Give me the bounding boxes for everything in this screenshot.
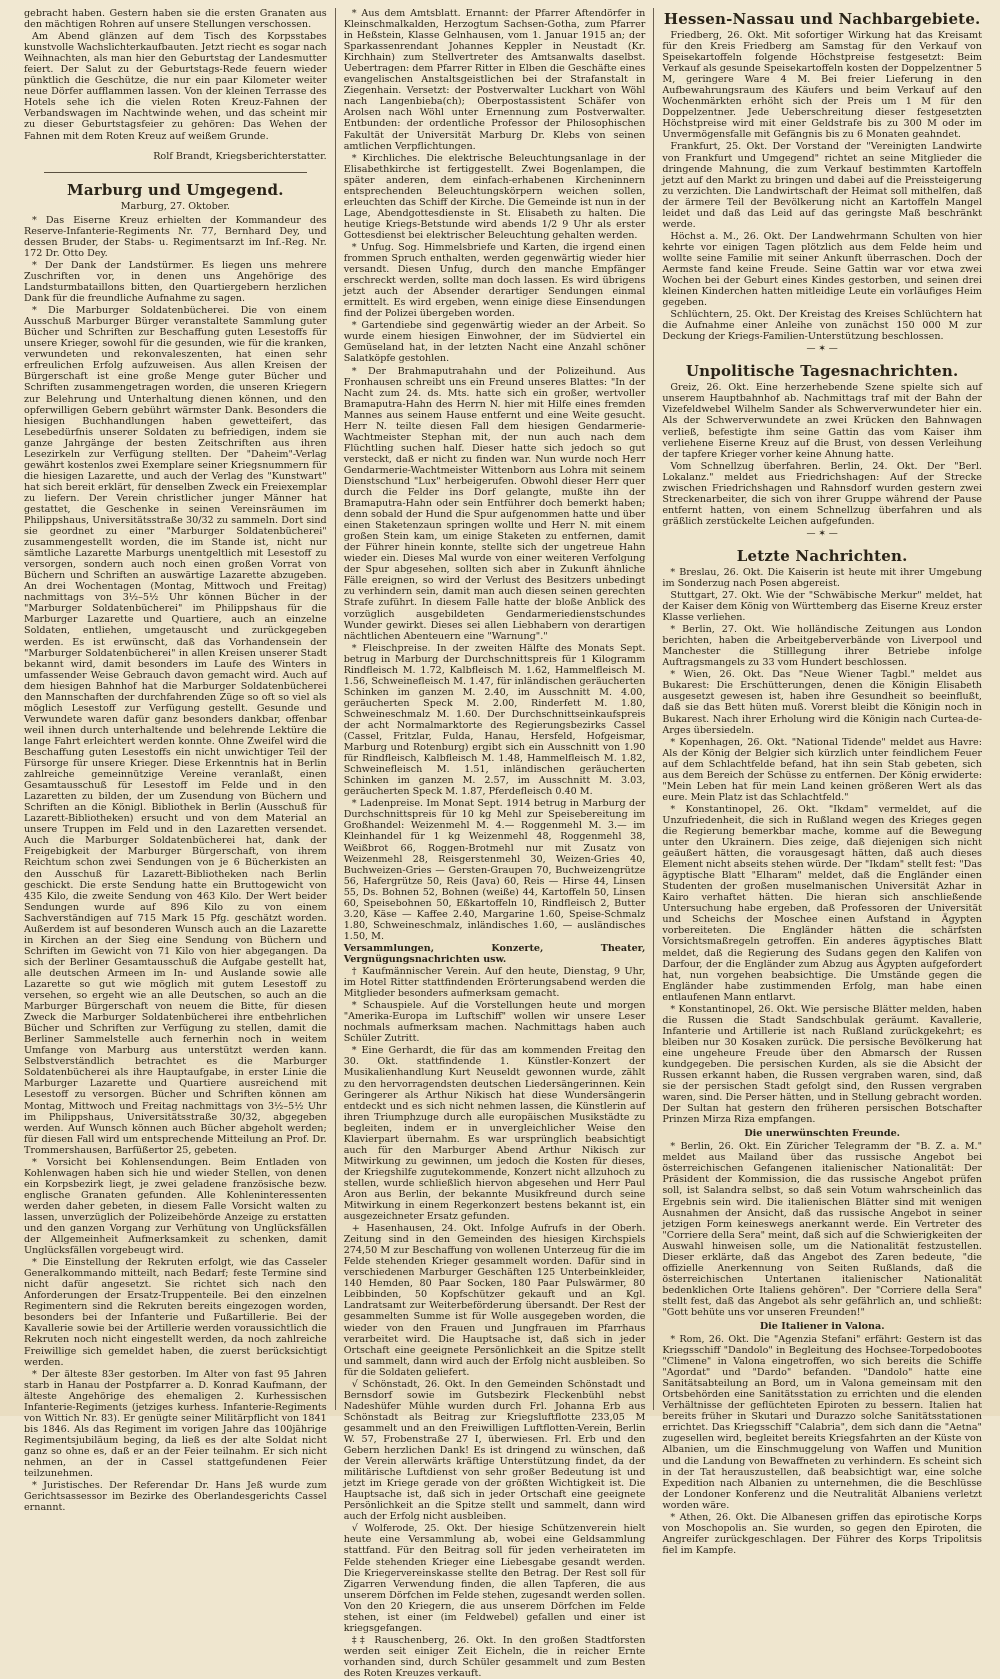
paragraph: * Rom, 26. Okt. Die "Agenzia Stefani" erfährt: Gestern ist das Kriegsschiff "Dandolo" in Begleitung des Hochsee-Torpedobootes "Climene" in Valona eingetroffen, wo sich bereits die Schiffe "Agordat" und "Dardo" befanden. "Dandolo" hatte eine Sanitätsabteilung an Bord, um in Valona gemeinsam mit den Ortsbehörden eine Sanitätsstation zu errichten und die elenden Verhältnisse der geflüchteten Epiroten zu bessern. Italien hat bereits früher in Skutari und Durazzo solche Sanitätsstationen errichtet. Das Kriegsschiff "Calabria", dem sich dann die "Aetna" zugesellen wird, begleitet bereits Kriegsfahrten an der Küste von Albanien, um die Einschmuggelung von Waffen und Munition und die Landung von Bewaffneten zu verhindern. Es scheint sich in der Tat herauszustellen, daß beabsichtigt war, eine solche Expedition nach Albanien zu unternehmen, die die Beschlüsse der Londoner Konferenz und die Neutralität Albaniens verletzt worden wäre. (662, 1334, 982, 1511)
paragraph: Am Abend glänzen auf dem Tisch des Korpsstabes kunstvolle Wachslichterkaufbauten. Jetzt riecht es sogar nach Weihnachten, als man hier den Geburtstag der Landesmutter feiert. Der Salut zu der Geburtstags-Rede feuern wieder pünktlich die Geschütze, die nur ein paar Kilometer weiter neue Dörfer aufflammen lassen. Von der kleinen Terrasse des Hotels sehe ich die vielen Roten Kreuz-Fahnen der Verbandswagen im Nachtwinde wehen, und das scheint mir zu dieser Geburtstagsfeier zu gehören: Das Wehen der Fahnen mit dem Roten Kreuz auf weißem Grunde. (24, 31, 327, 142)
paragraph: * Ladenpreise. Im Monat Sept. 1914 betrug in Marburg der Durchschnittspreis für 10 kg Mehl zur Speisebereitung im Großhandel: Weizenmehl M. 4.— Roggenmehl M. 3.— im Kleinhandel für 1 kg Weizenmehl 48, Roggenmehl 38, Weißbrot 66, Roggen-Brotmehl nur mit Zusatz von Weizenmehl 28, Reisgerstenmehl 30, Weizen-Gries 40, Buchweizen-Gries — Gersten-Graupen 70, Buchweizengrütze 56, Hafergrütze 50, Reis (Java) 60, Reis — Hirse 44, Linsen 55, Ds. Bohnen 52, Bohnen (weiße) 44, Kartoffeln 50, Linsen 60, Speisebohnen 50, Eßkartoffeln 10, Rindfleisch 2, Butter 3.20, Käse — Kaffee 2.40, Margarine 1.60, Speise-Schmalz 1.80, Schweineschmalz, inländisches 1.60, — ausländisches 1.50, M. (343, 798, 646, 942)
paragraph: Vom Schnellzug überfahren. Berlin, 24. Okt. Der "Berl. Lokalanz." meldet aus Friedrichshagen: Auf der Strecke zwischen Friedrichshagen und Rahnsdorf wurden gestern zwei Streckenarbeiter, die sich von ihrer Gruppe während der Pause entfernt hatten, von einem Schnellzug überfahren und als gräßlich zerstückelte Leichen aufgefunden. (662, 460, 982, 527)
paragraph: * Konstantinopel, 26. Okt. "Ikdam" vermeldet, auf die Unzufriedenheit, die sich in Rußland wegen des Krieges gegen die Regierung bemerkbar mache, komme auf die Bewegung unter den Ukrainern. Dies zeige, daß diejenigen sich nicht geäußert hätten, die vorausgesagt hätten, daß auch dieses Element nicht abseits stehen würde. Der "Ikdam" stellt fest: "Das ägyptische Blatt "Elharam" meldet, daß die Engländer einen Studenten der großen muselmanischen Universität Azhar in Kairo verhaftet hätten. Die hieran sich anschließende Untersuchung habe ergeben, daß Professoren der Universität und Scheichs der Moschee einen Aufstand in Ägypten vorbereiteten. Die Engländer hätten die schärfsten Vorsichtsmaßregeln getroffen. Ein anderes ägyptisches Blatt meldet, daß die Regierung des Sudans gegen den Kalifen von Darfour, der die Engländer zum Abzug aus Ägypten aufgefordert hat, nun vorgehen beabsichtige. Die Umstände gegen die Engländer habe zustimmenden Erfolg, man habe einen entlaufenen Mann entlarvt. (662, 803, 982, 1003)
paragraph: * Eine Gerhardt, die für das am kommenden Freitag den 30. Okt. stattfindende 1. Künstler-Konzert der Musikalienhandlung Kurt Neuseldt gewonnen wurde, zählt zu den hervorragendsten deutschen Liedersängerinnen. Kein Geringerer als Arthur Nikisch hat diese Wundersängerin entdeckt und es sich nicht nehmen lassen, die Künstlerin auf ihren Triumphzuge durch alle europäischen Musikstädte zu begleiten, indem er in unvergleichlicher Weise den Klavierpart übernahm. Es war ursprünglich beabsichtigt auch für den Marburger Abend Arthur Nikisch zur Mitwirkung zu gewinnen, um jedoch die Kosten für dieses, der Kriegshilfe zugutekommende, Konzert nicht allzuhoch zu stellen, wurde schließlich hiervon abgesehen und Herr Paul Aron aus Berlin, der bekannte Musikfreund durch seine Mitwirkung in einem Regerkonzert bestens bekannt ist, ein ausgezeichneter Ersatz gefunden. (343, 1045, 646, 1223)
paragraph: * Die Marburger Soldatenbücherei. Die von einem Ausschuß Marburger Bürger veranstaltete Sammlung guter Bücher und Schriften zur Beschaffung guten Lesestoffs für unsere Krieger, sowohl für die gesunden, wie für die kranken, verwundeten und rekonvaleszenten, hat einen sehr erfreulichen Erfolg aufzuweisen. Aus allen Kreisen der Bürgerschaft ist eine große Menge guter Bücher und Schriften zusammengetragen worden, die unseren Kriegern zur Belehrung und Unterhaltung dienen können, und den opferwilligen Gebern gebührt wärmster Dank. Besonders die hiesigen Buchhandlungen haben gewetteifert, das Lesebedürfnis unserer Soldaten zu befriedigen, indem sie ganze Jahrgänge der besten Zeitschriften aus ihren Lesezirkeln zur Verfügung stellten. Der "Daheim"-Verlag gewährt kostenlos zwei Exemplare seiner Kriegsnummern für die hiesigen Lazarette, und auch der Verlag des "Kunstwart" hat sich bereit erklärt, für denselben Zweck ein Freiexemplar zu liefern. Der Verein christlicher junger Männer hat gestattet, die Geschenke in seinen Vereinsräumen im Philippshaus, Universitätsstraße 30/32 zu sammeln. Dort sind sie geordnet zu einer "Marburger Soldatenbücherei" zusammengestellt worden, die im Stande ist, nicht nur sämtliche Lazarette Marburgs unentgeltlich mit Lesestoff zu versorgen, sondern auch noch einen großen Vorrat von Büchern und Schriften an auswärtige Lazarette abzugeben. An drei Wochentagen (Montag, Mittwoch und Freitag) nachmittags von 3½–5½ Uhr können Bücher in der "Marburger Soldatenbücherei" im Philippshaus für die Marburger Lazarette und Quartiere, auch an einzelne Soldaten, entliehen, umgetauscht und zurückgegeben werden. Es ist erwünscht, daß das Vorhandensein der "Marburger Soldatenbücherei" in allen Kreisen unserer Stadt bekannt wird, damit besonders im Laufe des Winters in umfassender Weise Gebrauch davon gemacht wird. Auch auf dem hiesigen Bahnhof hat die Marburger Soldatenbücherei den Mannschaften der durchfahrenden Züge so oft so viel als möglich Lesestoff zur Verfügung gestellt. Gesunde und Verwundete waren dafür ganz besonders dankbar, offenbar weil ihnen durch unterhaltende und belehrende Lektüre die lange Fahrt erleichtert werden konnte. Ohne Zweifel wird die Beschaffung guten Lesestoffs ein nicht unwichtiger Teil der Fürsorge für unsere Krieger. Diese Erkenntnis hat in Berlin zahlreiche gemeinnützige Vereine veranlaßt, einen Gesamtausschuß für Lesestoff im Felde und in den Lazaretten zu bilden, der um Zusendung von Büchern und Schriften an die Königl. Bibliothek in Berlin (Ausschuß für Lazarett-Bibliotheken) ersucht und von dem Material an unsere Truppen im Feld und in den Lazaretten versendet. Auch die Marburger Soldatenbücherei hat, dank der Freigebigkeit der Marburger Bürgerschaft, von ihrem Reichtum schon zwei Sendungen von je 6 Bücherkisten an den Ausschuß für Lazarett-Bibliotheken nach Berlin geschickt. Die erste Sendung hatte ein Bruttogewicht von 435 Kilo, die zweite Sendung von 463 Kilo. Der Wert beider Sendungen wurde auf 896 Kilo zu von einem Sachverständigen auf 715 Mark 15 Pfg. geschätzt worden. Außerdem ist auf besonderen Wunsch auch an die Lazarette in Kirchen an der Sieg eine Sendung von Büchern und Schriften im Gewicht von 71 Kilo von hier abgegangen. Da sich der Berliner Gesamtausschuß die Aufgabe gestellt hat, alle deutschen Armeen im In- und Auslande sowie alle Lazarette so gut wie möglich mit gutem Lesestoff zu versehen, so ergeht wie an alle Deutschen, so auch an die Marburger Bürgerschaft von neuem die Bitte, für diesen Zweck die Marburger Soldatenbücherei ihre entbehrlichen Bücher und Schriften zur Verfügung zu stellen, damit die Berliner Sammelstelle auch fernerhin noch in weitem Umfange von Marburg aus unterstützt werden kann. Selbstverständlich betrachtet es die Marburger Soldatenbücherei als ihre Hauptaufgabe, in erster Linie die Marburger Lazarette und Quartiere ausreichend mit Lesestoff zu versorgen. Bücher und Schriften können am Montag, Mittwoch und Freitag nachmittags von 3½–5½ Uhr im Philippshaus, Universitätsstraße 30/32, abgegeben werden. Auf Wunsch können auch Bücher abgeholt werden; für diesen Fall wird um entsprechende Mitteilung an Prof. Dr. Trommershausen, Barfüßertor 25, gebeten. (24, 305, 327, 1156)
paragraph: * Der älteste 83er gestorben. Im Alter von fast 95 Jahren starb in Hanau der Postpfarrer a. D. Konrad Kaufmann, der älteste Angehörige des ehemaligen 2. Kurhessischen Infanterie-Regiments (jetziges kurhess. Infanterie-Regiments von Wittich Nr. 83). Er genügte seiner Militärpflicht von 1841 bis 1846. Als das Regiment im vorigen Jahre das 100jährige Regimentsjubiläum beging, da ließ es der alte Soldat nicht ganz so ohne es, daß er an der Feier teilnahm. Er sich nicht nehmen, an der in Cassel stattgefundenen Feier teilzunehmen. (24, 1368, 327, 1480)
paragraph: * Schauspiele. Auf die Vorstellungen heute und morgen "Amerika-Europa im Luftschiff" wollen wir unsere Leser nochmals aufmerksam machen. Nachmittags haben auch Schüler Zutritt. (343, 1000, 646, 1045)
paragraph: √ Schönstadt, 26. Okt. In den Gemeinden Schönstadt und Bernsdorf sowie im Gutsbezirk Fleckenbühl nebst Nadeshüfer Mühle wurden durch Frl. Johanna Erb aus Schönstadt als Beitrag zur Kriegsluftflotte 233,05 M gesammelt und an den Freiwilligen Luftflotten-Verein, Berlin W. 57, Frobenstraße 27 I, überwiesen. Frl. Erb und den Gebern herzlichen Dank! Es ist dringend zu wünschen, daß der Verein allerwärts kräftige Unterstützung findet, da der militärische Luftdienst von sehr großer Bedeutung ist und jetzt im Kriege gerade von der größten Wichtigkeit ist. Die Hauptsache ist, daß sich in jeder Ortschaft eine geeignete Persönlichkeit an die Spitze stellt und sammelt, dann wird auch der Erfolg nicht ausbleiben. (343, 1378, 646, 1523)
divider-star: — ✶ — (806, 344, 838, 355)
paragraph: * Konstantinopel, 26. Okt. Wie persische Blätter melden, haben die Russen die Stadt Sandschbulak geräumt. Kavallerie, Infanterie und Artillerie ist nach Rußland zurückgekehrt; es bleiben nur 30 Kosaken zurück. Die persische Bevölkerung hat eine ungeheure Freude über den Abmarsch der Russen kundgegeben. Die persischen Kurden, als sie die Absicht der Russen erkannt haben, die Russen vergraben waren, sind, daß sie der persischen Stadt gefolgt sind, den Russen vergraben waren, sind. Die Perser hätten, und in Stellung gebracht worden. Der Sultan hat gestern den früheren persischen Botschafter Prinzen Mirza Riza empfangen. (662, 1003, 982, 1126)
section-heading-hessen-nassau: Hessen-Nassau und Nachbargebiete. (663, 10, 981, 28)
paragraph: * Juristisches. Der Referendar Dr. Hans Jeß wurde zum Gerichtsassessor im Bezirke des Oberlandesgerichts Cassel ernannt. (24, 1480, 327, 1514)
subheading: Die unerwünschten Freunde. (744, 1128, 901, 1140)
paragraph: Stuttgart, 27. Okt. Wie der "Schwäbische Merkur" meldet, hat der Kaiser dem König von Württemberg das Eiserne Kreuz erster Klasse verliehen. (662, 590, 982, 624)
paragraph: * Kirchliches. Die elektrische Beleuchtungsanlage in der Elisabethkirche ist fertiggestellt. Zwei Bogenlampen, die später anderen, dem einfach-erhabenen Kircheninnern entsprechenden Beleuchtungskörpern weichen sollen, erleuchten das Schiff der Kirche. Die Gemeinde ist nun in der Lage, Abendgottesdienste in St. Elisabeth zu halten. Die heutige Kriegs-Betstunde wird abends 1/2 9 Uhr als erster Gottesdienst bei elektrischer Beleuchtung gehalten werden. (343, 152, 646, 241)
byline: Rolf Brandt, Kriegsberichterstatter. (153, 151, 327, 163)
paragraph: Höchst a. M., 26. Okt. Der Landwehrmann Schulten von hier kehrte vor einigen Tagen plötzlich aus dem Felde heim und wollte seine Familie mit seiner Ankunft überraschen. Doch der Aermste fand keine Freude. Seine Gattin war vor etwa zwei Wochen bei der Geburt eines Kindes gestorben, und seinen drei kleinen Kinderchen hatten mitleidige Leute ein vorläufiges Heim gegeben. (662, 230, 982, 309)
paragraph: * Kopenhagen, 26. Okt. "National Tidende" meldet aus Havre: Als der König der Belgier sich kürzlich unter feindlichem Feuer auf dem Schlachtfelde befand, hat ihn sein Stab gebeten, sich aus dem Bereich der Schüsse zu entfernen. Der König erwiderte: "Mein Leben hat für mein Land keinen größeren Wert als das eure. Mein Platz ist das Schlachtfeld." (662, 736, 982, 803)
paragraph: + Hasenhausen, 24. Okt. Infolge Aufrufs in der Oberh. Zeitung sind in den Gemeinden des hiesigen Kirchspiels 274,50 M zur Beschaffung von wollenen Unterzeug für die im Felde stehenden Krieger gesammelt worden. Dafür sind in verschiedenen Marburger Geschäften 125 Unterbeinkleider, 140 Hemden, 80 Paar Socken, 180 Paar Pulswärmer, 80 Leibbinden, 50 Kopfschützer gekauft und an Kgl. Landratsamt zur Weiterbeförderung übersandt. Der Rest der gesammelten Summe ist für Wolle ausgegeben worden, die wieder von den Frauen und Jungfrauen im Pfarrhaus verarbeitet wird. Die Hauptsache ist, daß sich in jeder Ortschaft eine geeignete Persönlichkeit an die Spitze stellt und sammelt, dann wird auch der Erfolg nicht ausbleiben. So für die Soldaten geliefert. (343, 1223, 646, 1378)
section-heading-marburg: Marburg und Umgegend. (67, 180, 284, 199)
column-right (653, 8, 990, 1556)
paragraph: ‡‡ Rauschenberg, 26. Okt. In den großen Stadtforsten werden seit einiger Zeit Eicheln, die in reicher Ernte vorhanden sind, durch Schüler gesammelt und zum Besten des Roten Kreuzes verkauft. (343, 1634, 646, 1679)
subsection-heading: Versammlungen, Konzerte, Theater, Vergnügungsnachrichten usw. (343, 942, 646, 965)
subheading: Die Italiener in Valona. (759, 1321, 885, 1333)
paragraph: Frankfurt, 25. Okt. Der Vorstand der "Vereinigten Landwirte von Frankfurt und Umgegend" richtet an seine Mitglieder die dringende Mahnung, die zum Verkauf bestimmten Kartoffeln jetzt auf den Markt zu bringen und dabei auf die Preissteigerung zu verzichten. Die Landwirtschaft der Heimat soll mithelfen, daß der ärmere Teil der Bevölkerung nicht an Kartoffeln Mangel leidet und daß das Leid auf das geringste Maß beschränkt werde. (662, 141, 982, 230)
column-left (16, 8, 335, 1514)
columns (16, 8, 990, 1679)
divider (44, 172, 307, 173)
column-middle (335, 8, 654, 1679)
paragraph: * Aus dem Amtsblatt. Ernannt: der Pfarrer Aftendörfer in Kleinschmalkalden, Herzogtum Sachsen-Gotha, zum Pfarrer in Heßstein, Klasse Gelnhausen, vom 1. Januar 1915 an; der Sparkassenrendant Johannes Keppler in Neustadt (Kr. Kirchhain) zum Stellvertreter des Amtsanwalts daselbst. Uebertragen: dem Pfarrer Ritter in Elben die Geschäfte eines evangelischen Anstaltsgeistlichen bei der Strafanstalt in Ziegenhain. Versetzt: der Postverwalter Luckhart von Wöhl nach Langenbieba(ch); Oberpostassistent Schäfer von Arolsen nach Wöhl unter Ernennung zum Postverwalter. Entbunden: der ordentliche Professor der Philosophischen Fakultät der Universität Marburg Dr. Klebs von seinen amtlichen Verpflichtungen. (343, 8, 646, 152)
paragraph: * Berlin, 27. Okt. Wie holländische Zeitungen aus London berichten, haben die Arbeitgeberverbände von Liverpool und Manchester die Stilllegung ihrer Betriebe infolge Auftragsmangels zu 33 vom Hundert beschlossen. (662, 624, 982, 669)
paragraph: * Breslau, 26. Okt. Die Kaiserin ist heute mit ihrer Umgebung im Sonderzug nach Posen abgereist. (662, 566, 982, 589)
paragraph: * Vorsicht bei Kohlensendungen. Beim Entladen von Kohlenwagen haben sich hie und wieder Stellen, von denen ein Korpsbezirk liegt, je zwei geladene französische bezw. englische Granaten gefunden. Alle Kohleninteressenten werden daher gebeten, in diesem Falle Vorsicht walten zu lassen, unverzüglich der Polizeibehörde Anzeige zu erstatten und den ganzen Vorgang zur Verhütung von Unglücksfällen der Allgemeinheit Aufmerksamkeit zu schenken, damit Unglücksfällen vorgebeugt wird. (24, 1156, 327, 1257)
paragraph: * Der Brahmaputrahahn und der Polizeihund. Aus Fronhausen schreibt uns ein Freund unseres Blattes: "In der Nacht zum 24. ds. Mts. hatte sich ein großer, wertvoller Bramaputra-Hahn des Herrn N. hier mit Hilfe eines fremden Mannes aus seinem Hause entfernt und eine Weite gesucht. Herr N. teilte diesen Fall dem hiesigen Gendarmerie-Wachtmeister Stephan mit, der nun auch nach dem Flüchtling suchen half. Dieser hatte sich jedoch so gut versteckt, daß er nicht zu finden war. Nun wurde noch Herr Gendarmerie-Wachtmeister Wittenborn aus Lohra mit seinem Dienstschund "Lux" herbeigerufen. Obwohl dieser Herr quer durch die Felder ins Dorf gelangte, mußte ihn der Bramaputra-Hahn oder sein Entführer doch bemerkt haben; denn sobald der Hund die Spur aufgenommen hatte und über einen Staketenzaun springen wollte und Herr N. mit einem großen Stein kam, um einige Staketen zu entfernen, damit der Führer hinein konnte, stellte sich der ungetreue Hahn wieder ein. Dieses Mal wurde von einer weiteren Verfolgung der Spur abgesehen, sollten sich aber in Zukunft ähnliche Fälle ereignen, so wird der Verlust des Besitzers unbedingt zu verhindern sein, damit man auch diesen seinen gerechten Strafe zuführt. In diesem Falle hatte der bloße Anblick des vorzüglich ausgebildeten Gendarmeriedienstschundes Wunder gewirkt. Dieses sei allen Liebhabern von derartigen nächtlichen Abenteuern eine "Warnung"." (343, 365, 646, 642)
paragraph: * Unfug. Sog. Himmelsbriefe und Karten, die irgend einen frommen Spruch enthalten, werden gegenwärtig wieder hier versandt. Diesen Unfug, durch den manche Empfänger erschreckt werden, sollte man doch lassen. Es wird übrigens jetzt auch der Absender derartiger Sendungen einmal ermittelt. Es wird ergeben, wenn einige diese Einsendungen find der Polizei übergeben worden. (343, 241, 646, 320)
paragraph: * Gartendiebe sind gegenwärtig wieder an der Arbeit. So wurde einem hiesigen Einwohner, der im Südviertel ein Gemüseland hat, in der letzten Nacht eine Anzahl schöner Salatköpfe gestohlen. (343, 320, 646, 365)
paragraph: * Die Einstellung der Rekruten erfolgt, wie das Casseler Generalkommando mitteilt, nach Bedarf; feste Termine sind nicht dafür angesetzt. Sie richtet sich nach den Anforderungen der Ersatz-Truppenteile. Bei den einzelnen Regimentern sind die Rekruten bereits eingezogen worden, besonders bei der Infanterie und Fußartillerie. Bei der Kavallerie sowie bei der Artillerie werden voraussichtlich die Rekruten noch nicht eingestellt werden, da noch zahlreiche Freiwillige sich gemeldet haben, die zuerst berücksichtigt werden. (24, 1257, 327, 1368)
section-heading-unpolitische: Unpolitische Tagesnachrichten. (685, 362, 959, 381)
paragraph: * Das Eiserne Kreuz erhielten der Kommandeur des Reserve-Infanterie-Regiments Nr. 77, Bernhard Dey, und dessen Bruder, der Stabs- u. Regimentsarzt im Inf.-Reg. Nr. 172 Dr. Otto Dey. (24, 214, 327, 259)
paragraph: * Berlin, 26. Okt. Ein Züricher Telegramm der "B. Z. a. M." meldet aus Mailand über das russische Angebot bei österreichischen Gefangenen italienischer Nationalität: Der Präsident der Kommission, die das russische Angebot prüfen soll, ist Salandra selbst, so daß sein Votum wahrscheinlich das Ergebnis sein wird. Die italienischen Blätter sind mit wenigen Ausnahmen der Ansicht, daß das russische Angebot in seiner jetzigen Form keineswegs anerkannt werde. Ein Vertreter des "Corriere della Sera" meint, daß sich auf die Schwierigkeiten der Auswahl hinweisen solle, um die Nationalität festzustellen. Dieser erklärte, daß das Angebot des Zaren bedeute, "die offizielle Anerkennung von Seiten Rußlands, daß die österreichischen Untertanen italienischer Nationalität bedenklichen Orte Italiens gehören". Der "Corriere della Sera" stellt fest, daß das Angebot als sehr gefährlich an, und schließt: "Gott behüte uns vor unseren Freunden!" (662, 1141, 982, 1318)
paragraph: Schlüchtern, 25. Okt. Der Kreistag des Kreises Schlüchtern hat die Aufnahme einer Anleihe von zunächst 150 000 M zur Deckung der Kriegs-Familien-Unterstützung beschlossen. (662, 309, 982, 343)
section-heading-letzte: Letzte Nachrichten. (736, 546, 908, 565)
paragraph: * Wien, 26. Okt. Das "Neue Wiener Tagbl." meldet aus Bukarest: Die Erschütterungen, denen die Königin Elisabeth ausgesetzt gewesen ist, haben ihre Gesundheit so beeinflußt, daß sie das Bett hüten muß. Vorerst bleibt die Königin noch in Bukarest. Nach ihrer Erholung wird die Königin nach Curtea-de-Arges übersiedeln. (662, 669, 982, 736)
paragraph: √ Wolferode, 25. Okt. Der hiesige Schützenverein hielt heute eine Versammlung ab, wobei eine Geldsammlung stattfand. Für den Beitrag soll für jeden verheirateten im Felde stehenden Krieger eine Liebesgabe gesandt werden. Die Kriegervereinskasse stellte den Betrag. Der Rest soll für Zigarren Verwendung finden, die allen Tapferen, die aus unserem Dörfchen im Felde stehen, zugesandt werden sollen. Von den 20 Kriegern, die aus unserem Dörfchen im Felde stehen, ist einer (im Feldwebel) gefallen und einer ist kriegsgefangen. (343, 1523, 646, 1634)
paragraph: * Athen, 26. Okt. Die Albanesen griffen das epirotische Korps von Moschopolis an. Sie wurden, so gegen den Epiroten, die Angreifer zurückgeschlagen. Der Führer des Korps Tripolitsis fiel im Kampfe. (662, 1511, 982, 1556)
dateline: Marburg, 27. Oktober. (120, 200, 230, 212)
divider-star: — ✶ — (806, 528, 838, 539)
paragraph: † Kaufmännischer Verein. Auf den heute, Dienstag, 9 Uhr, im Hotel Ritter stattfindenden Erörterungsabend werden die Mitglieder besonders aufmerksam gemacht. (343, 966, 646, 1000)
paragraph: gebracht haben. Gestern haben sie die ersten Granaten aus den mächtigen Rohren auf unsere Stellungen verschossen. (24, 8, 327, 31)
paragraph: Greiz, 26. Okt. Eine herzerhebende Szene spielte sich auf unserem Hauptbahnhof ab. Nachmittags traf mit der Bahn der Vizefeldwebel Wilhelm Sander als Schwerverwundeter hier ein. Als der Schwerverwundete an zwei Krücken den Bahnwagen verließ, befestigte ihm seine Gattin das vom Kaiser ihm verliehene Eiserne Kreuz auf die Brust, von dessen Verleihung der tapfere Krieger vorher keine Ahnung hatte. (662, 382, 982, 460)
paragraph: Friedberg, 26. Okt. Mit sofortiger Wirkung hat das Kreisamt für den Kreis Friedberg am Samstag für den Verkauf von Speisekartoffeln folgende Höchstpreise festgesetzt: Beim Verkauf als gesunde Speisekartoffeln kosten der Doppelzentner 5 M, geringere Ware 4 M. Bei freier Lieferung in den Aufbewahrungsraum des Käufers und beim Verkauf auf den Wochenmärkten erhöht sich der Preis um 1 M für den Doppelzentner. Jede Ueberschreitung dieser festgesetzten Höchstpreise wird mit einer Geldstrafe bis zu 300 M oder im Unvermögensfalle mit Gefängnis bis zu 6 Monaten geahndet. (662, 30, 982, 141)
paragraph: * Fleischpreise. In der zweiten Hälfte des Monats Sept. betrug in Marburg der Durchschnittspreis für 1 Kilogramm Rindfleisch M. 1.72, Kalbfleisch M. 1.62, Hammelfleisch M. 1.56, Schweinefleisch M. 1.47, für inländischen geräucherten Schinken im ganzen M. 2.40, im Ausschnitt M. 4.00, geräucherten Speck M. 2.00, Rinderfett M. 1.80, Schweineschmalz M. 1.60. Der Durchschnittseinkaufspreis der acht Normalmarktorte des Regierungsbezirks Cassel (Cassel, Fritzlar, Fulda, Hanau, Hersfeld, Hofgeismar, Marburg und Rotenburg) ergibt sich ein Ausschnitt von 1.90 für Rindfleisch, Kalbfleisch M. 1.48, Hammelfleisch M. 1.82, Schweinefleisch M. 1.51, inländischen geräucherten Schinken im ganzen M. 2.57, im Ausschnitt M. 3.03, geräucherten Speck M. 1.87, Pferdefleisch 0.40 M. (343, 642, 646, 798)
paragraph: * Der Dank der Landstürmer. Es liegen uns mehrere Zuschriften vor, in denen uns Angehörige des Landsturmbataillons bitten, den Quartiergebern herzlichen Dank für die freundliche Aufnahme zu sagen. (24, 259, 327, 305)
